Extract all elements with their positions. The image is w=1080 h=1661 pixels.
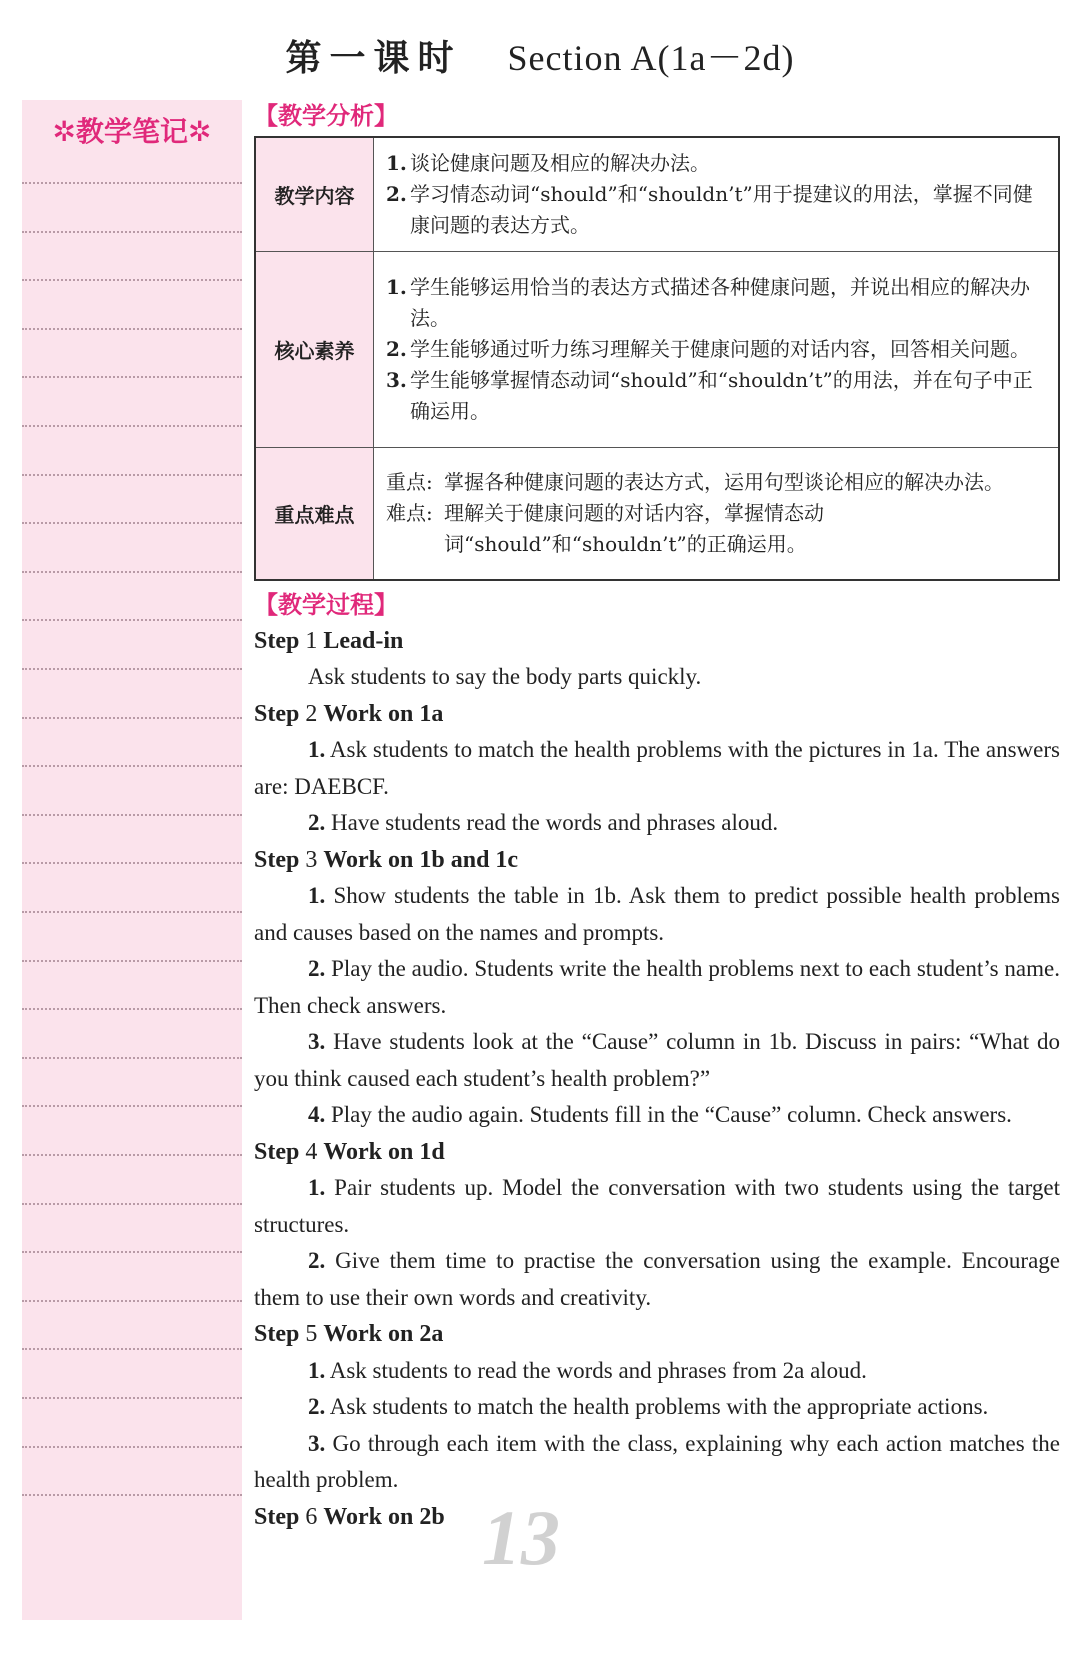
analysis-item-num: 1. bbox=[386, 151, 407, 175]
step-paragraph bbox=[254, 878, 1060, 951]
analysis-heading: 【教学分析】 bbox=[254, 102, 398, 130]
paragraph-number: 1. bbox=[308, 883, 326, 908]
step-label: Step bbox=[254, 1138, 300, 1165]
step-label: Step bbox=[254, 846, 300, 873]
analysis-item-text: 理解关于健康问题的对话内容，掌握情态动词“should”和“shouldn’t”的正确运用。 bbox=[444, 500, 824, 556]
paragraph-number: 3. bbox=[308, 1029, 326, 1054]
analysis-item-text: 谈论健康问题及相应的解决办法。 bbox=[410, 151, 710, 175]
note-line bbox=[22, 765, 242, 767]
step-number: 5 bbox=[305, 1321, 318, 1347]
step-number: 3 bbox=[305, 846, 318, 873]
step-paragraph bbox=[254, 805, 1060, 842]
note-line bbox=[22, 474, 242, 476]
note-line bbox=[22, 814, 242, 816]
section-label: Section A(1a－2d) bbox=[507, 38, 795, 78]
note-line bbox=[22, 717, 242, 719]
analysis-item-num: 3. bbox=[386, 368, 407, 392]
paragraph-number: 3. bbox=[308, 1430, 326, 1456]
analysis-item-text: 学生能够运用恰当的表达方式描述各种健康问题，并说出相应的解决办法。 bbox=[410, 275, 1030, 330]
paragraph-text: Ask students to match the health problems with the appropriate actions. bbox=[325, 1394, 989, 1419]
analysis-item-text: 学习情态动词“should”和“shouldn’t”用于提建议的用法，掌握不同健康问题的表达方式。 bbox=[410, 182, 1033, 237]
paragraph-text: Ask students to match the health problems with the pictures in 1a. The answers are: DAEBCF. bbox=[254, 737, 1060, 799]
step-paragraph bbox=[254, 1097, 1060, 1134]
process-section bbox=[254, 587, 1060, 1536]
paragraph-number: 2. bbox=[308, 1394, 326, 1419]
analysis-table bbox=[254, 136, 1060, 581]
paragraph-number: 4. bbox=[308, 1102, 326, 1127]
step-number: 2 bbox=[305, 700, 318, 727]
paragraph-number: 1. bbox=[308, 737, 326, 762]
notes-sidebar-title: ✲教学笔记✲ bbox=[52, 115, 212, 148]
step-title: Lead-in bbox=[323, 627, 404, 654]
step-paragraph bbox=[254, 1024, 1060, 1097]
note-line bbox=[22, 911, 242, 913]
paragraph-number: 2. bbox=[308, 810, 326, 835]
analysis-row-label: 重点难点 bbox=[255, 448, 374, 580]
note-line bbox=[22, 1300, 242, 1302]
analysis-item-text: 掌握各种健康问题的表达方式，运用句型谈论相应的解决办法。 bbox=[444, 469, 1004, 494]
analysis-row-body bbox=[374, 252, 1060, 448]
step-heading bbox=[254, 842, 1060, 879]
step-paragraph bbox=[254, 1353, 1060, 1390]
step-title: Work on 2b bbox=[323, 1503, 445, 1530]
analysis-item bbox=[386, 179, 1048, 241]
analysis-row-body bbox=[374, 448, 1060, 580]
analysis-row-body bbox=[374, 137, 1060, 252]
analysis-item-text: 学生能够通过听力练习理解关于健康问题的对话内容，回答相关问题。 bbox=[410, 337, 1030, 361]
note-line bbox=[22, 279, 242, 281]
paragraph-number: 1. bbox=[308, 1175, 326, 1200]
step-heading bbox=[254, 623, 1060, 660]
paragraph-text: Play the audio again. Students fill in the “Cause” column. Check answers. bbox=[325, 1102, 1012, 1127]
page-title bbox=[0, 30, 1080, 81]
paragraph-text: Go through each item with the class, explaining why each action matches the health problem. bbox=[254, 1430, 1060, 1492]
note-line bbox=[22, 1203, 242, 1205]
lesson-label: 第一课时 bbox=[285, 38, 462, 79]
step-label: Step bbox=[254, 1503, 300, 1530]
paragraph-text: Ask students to say the body parts quickly. bbox=[308, 664, 702, 689]
step-title: Work on 1a bbox=[323, 700, 444, 727]
note-line bbox=[22, 960, 242, 962]
step-heading bbox=[254, 1499, 1060, 1536]
note-line bbox=[22, 1154, 242, 1156]
analysis-item bbox=[386, 272, 1048, 334]
note-line bbox=[22, 1348, 242, 1350]
analysis-row bbox=[255, 252, 1059, 448]
step-heading bbox=[254, 1316, 1060, 1353]
paragraph-text: Give them time to practise the conversation using the example. Encourage them to use their own words and creativity. bbox=[254, 1248, 1060, 1310]
step-number: 1 bbox=[305, 627, 318, 654]
analysis-row-label: 教学内容 bbox=[255, 137, 374, 252]
step-paragraph bbox=[254, 1426, 1060, 1499]
paragraph-text: Play the audio. Students write the health problems next to each student’s name. Then check answers. bbox=[254, 956, 1060, 1018]
paragraph-text: Show students the table in 1b. Ask them to predict possible health problems and causes based on the names and prompts. bbox=[254, 883, 1060, 945]
step-paragraph bbox=[254, 732, 1060, 805]
paragraph-number: 2. bbox=[308, 1248, 326, 1273]
note-line bbox=[22, 571, 242, 573]
step-title: Work on 2a bbox=[323, 1321, 444, 1347]
step-paragraph bbox=[254, 951, 1060, 1024]
step-heading bbox=[254, 696, 1060, 733]
analysis-item-num: 1. bbox=[386, 275, 407, 299]
step-paragraph bbox=[254, 1389, 1060, 1426]
page-number: 13 bbox=[482, 1494, 560, 1581]
step-label: Step bbox=[254, 627, 300, 654]
paragraph-text: Have students look at the “Cause” column in 1b. Discuss in pairs: “What do you think caused each student’s health problem?” bbox=[254, 1029, 1060, 1091]
analysis-row bbox=[255, 137, 1059, 252]
step-title: Work on 1b and 1c bbox=[323, 846, 519, 873]
step-label: Step bbox=[254, 1321, 300, 1347]
note-line bbox=[22, 1251, 242, 1253]
paragraph-number: 1. bbox=[308, 1357, 326, 1383]
analysis-item bbox=[386, 467, 1048, 498]
step-paragraph bbox=[254, 659, 1060, 696]
analysis-item-num: 重点: bbox=[386, 469, 433, 494]
paragraph-text: Ask students to read the words and phrases from 2a aloud. bbox=[325, 1357, 867, 1383]
note-line bbox=[22, 1008, 242, 1010]
note-line bbox=[22, 1057, 242, 1059]
note-line bbox=[22, 1494, 242, 1496]
analysis-item bbox=[386, 334, 1048, 365]
note-line bbox=[22, 182, 242, 184]
notes-sidebar bbox=[22, 100, 242, 1620]
note-line bbox=[22, 231, 242, 233]
analysis-item-num: 2. bbox=[386, 182, 407, 206]
note-line bbox=[22, 619, 242, 621]
paragraph-text: Pair students up. Model the conversation with two students using the target structures. bbox=[254, 1175, 1060, 1237]
note-line bbox=[22, 1105, 242, 1107]
note-line bbox=[22, 425, 242, 427]
note-line bbox=[22, 1397, 242, 1399]
analysis-item-num: 难点: bbox=[386, 500, 433, 525]
step-label: Step bbox=[254, 700, 300, 727]
note-line bbox=[22, 328, 242, 330]
note-line bbox=[22, 862, 242, 864]
step-number: 4 bbox=[305, 1138, 318, 1165]
step-heading bbox=[254, 1134, 1060, 1171]
main-content bbox=[254, 98, 1060, 1535]
note-line bbox=[22, 522, 242, 524]
step-title: Work on 1d bbox=[323, 1138, 445, 1165]
analysis-row-label: 核心素养 bbox=[255, 252, 374, 448]
analysis-item bbox=[386, 498, 1048, 560]
analysis-item-num: 2. bbox=[386, 337, 407, 361]
note-line bbox=[22, 376, 242, 378]
analysis-row bbox=[255, 448, 1059, 580]
process-heading: 【教学过程】 bbox=[254, 590, 398, 619]
note-line bbox=[22, 668, 242, 670]
note-line bbox=[22, 1446, 242, 1448]
analysis-item-text: 学生能够掌握情态动词“should”和“shouldn’t”的用法，并在句子中正确运用。 bbox=[410, 368, 1033, 423]
analysis-item bbox=[386, 148, 1048, 179]
paragraph-number: 2. bbox=[308, 956, 326, 981]
paragraph-text: Have students read the words and phrases aloud. bbox=[325, 810, 779, 835]
step-number: 6 bbox=[305, 1503, 318, 1530]
step-paragraph bbox=[254, 1243, 1060, 1316]
analysis-item bbox=[386, 365, 1048, 427]
step-paragraph bbox=[254, 1170, 1060, 1243]
